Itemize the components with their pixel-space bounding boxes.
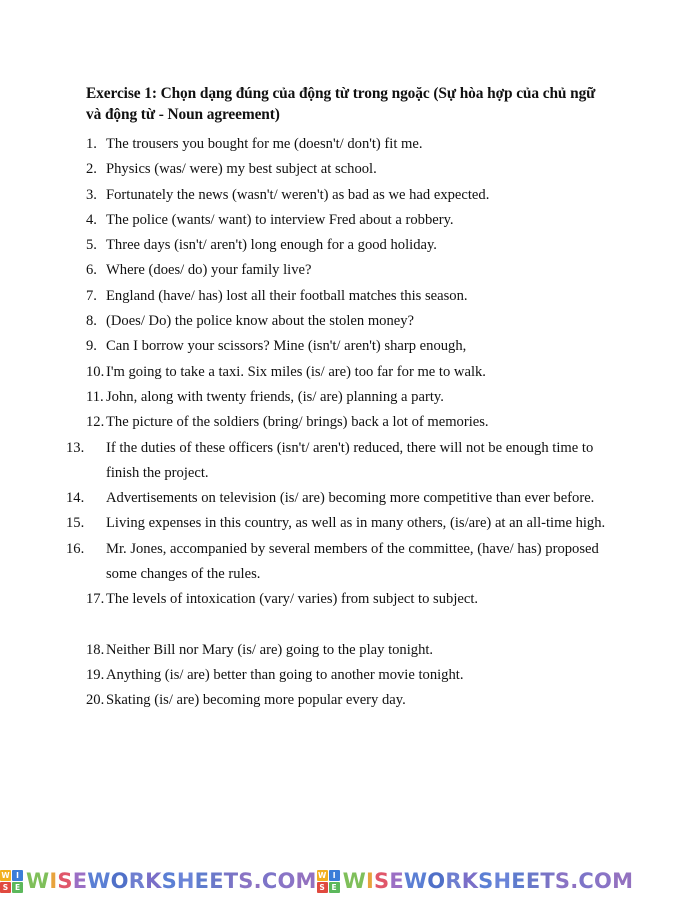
logo-tile: I [329,870,340,881]
wiseworksheets-logo-icon [317,870,340,893]
item-text: Fortunately the news (wasn't/ weren't) as bad as we had expected. [106,186,490,203]
watermark-letter: I [365,869,374,893]
item-text: The trousers you bought for me (doesn't/ don't) fit me. [106,136,423,152]
list-item [86,183,608,208]
watermark-letter: H [176,869,195,893]
watermark-letter: S [478,869,494,893]
item-number: 13. [66,439,85,456]
watermark-letter: T [540,869,555,893]
item-text: The picture of the soldiers (bring/ brings) back a lot of memories. [106,414,489,431]
watermark-letter: R [128,869,146,893]
item-number: 1. [86,136,97,152]
wiseworksheets-watermark [0,866,700,896]
watermark-brand-text [343,868,634,894]
list-item [86,385,608,410]
item-number: 3. [86,186,97,203]
item-number: 20. [86,692,105,709]
watermark-letter: M [295,869,317,893]
logo-tile: W [1,870,10,880]
item-number: 11. [86,388,104,405]
watermark-letter: C [578,869,595,893]
item-number: 17. [86,591,105,608]
item-number: 4. [86,211,97,228]
watermark-letter: W [342,869,366,893]
watermark-letter: O [110,869,129,893]
watermark-letter: H [493,869,512,893]
list-item [86,208,608,233]
list-item [86,284,608,309]
logo-tile: E [12,882,23,893]
item-text: The police (wants/ want) to interview Fred about a robbery. [106,211,454,228]
logo-tile: I [12,870,23,881]
item-number: 12. [86,414,105,431]
list-item [66,537,608,588]
wiseworksheets-logo-icon [0,870,23,893]
list-item [66,511,608,536]
watermark-letter: K [145,869,162,893]
watermark-letter: M [612,869,634,893]
item-text: Anything (is/ are) better than going to another movie tonight. [106,666,464,683]
item-text: Living expenses in this country, as well as in many others, (is/are) at an all-time high. [106,515,606,532]
watermark-letter: C [261,869,278,893]
logo-tile: W [317,870,327,880]
item-number: 18. [86,641,105,658]
watermark-letter: S [554,869,571,893]
item-number: 19. [86,666,105,683]
list-item [86,132,608,157]
item-text: Where (does/ do) your family live? [106,262,312,279]
item-text: England (have/ has) lost all their football matches this season. [106,287,468,304]
list-item [86,587,608,612]
watermark-letter: E [194,869,210,893]
list-item [86,688,608,713]
watermark-letter: E [511,869,526,893]
item-text: I'm going to take a taxi. Six miles (is/ are) too far for me to walk. [106,363,486,380]
watermark-letter: O [277,869,296,893]
item-text: Skating (is/ are) becoming more popular every day. [106,692,406,709]
list-item [86,157,608,182]
list-item [86,258,608,283]
list-item [86,334,608,359]
list-item [66,486,608,511]
watermark-letter: E [389,869,404,893]
item-text: John, along with twenty friends, (is/ are) planning a party. [106,388,444,405]
item-text: Neither Bill nor Mary (is/ are) going to the play tonight. [106,641,434,658]
item-number: 6. [86,262,97,279]
watermark-letter: W [87,869,111,893]
item-text: (Does/ Do) the police know about the stolen money? [106,313,415,330]
list-item [66,436,608,487]
watermark-letter: R [445,869,462,893]
list-item [86,663,608,688]
watermark-letter: . [570,869,579,893]
logo-tile: E [329,882,340,893]
item-number: 2. [86,161,97,178]
watermark-letter: O [594,869,613,893]
item-number: 10. [86,363,105,380]
item-number: 16. [66,540,85,557]
logo-tile: S [0,882,11,893]
item-text: If the duties of these officers (isn't/ aren't) reduced, there will not be enough time to finish the project. [106,439,594,481]
list-item [86,638,608,663]
exercise-question-list [66,132,608,714]
list-item [86,360,608,385]
watermark-letter: S [238,869,254,893]
item-text: Mr. Jones, accompanied by several members of the committee, (have/ has) proposed some changes of the rules. [106,540,599,583]
watermark-letter: O [427,869,446,893]
item-text: Advertisements on television (is/ are) becoming more competitive than ever before. [106,490,595,507]
item-text: Three days (isn't/ aren't) long enough for a good holiday. [106,237,437,254]
worksheet-content [66,84,608,714]
watermark-unit [0,868,317,894]
item-text: Physics (was/ were) my best subject at school. [106,161,377,178]
watermark-letter: S [57,869,73,893]
item-number: 8. [86,313,97,330]
watermark-brand-text [26,868,317,894]
item-text: The levels of intoxication (vary/ varies) from subject to subject. [106,591,479,608]
list-item [86,410,608,435]
watermark-letter: E [525,869,541,893]
watermark-unit [317,868,634,894]
list-item [86,309,608,334]
logo-tile: S [317,882,328,893]
watermark-letter: S [161,869,177,893]
watermark-letter: I [49,869,58,893]
watermark-letter: W [403,869,428,893]
item-number: 15. [66,515,85,532]
watermark-letter: K [461,869,479,893]
page-title: Exercise 1: Chọn dạng đúng của động từ trong ngoặc (Sự hòa hợp của chủ ngữ và động từ - Noun agreement) [86,85,596,123]
item-text: Can I borrow your scissors? Mine (isn't/ aren't) sharp enough, [106,338,467,355]
item-number: 9. [86,338,97,355]
item-number: 5. [86,237,97,254]
watermark-letter: . [253,869,262,893]
watermark-letter: E [209,869,224,893]
list-item [86,233,608,258]
item-number: 14. [66,490,85,507]
item-number: 7. [86,287,97,304]
watermark-letter: S [374,869,390,893]
watermark-letter: T [223,869,239,893]
watermark-letter: E [72,869,88,893]
watermark-letter: W [26,869,50,893]
